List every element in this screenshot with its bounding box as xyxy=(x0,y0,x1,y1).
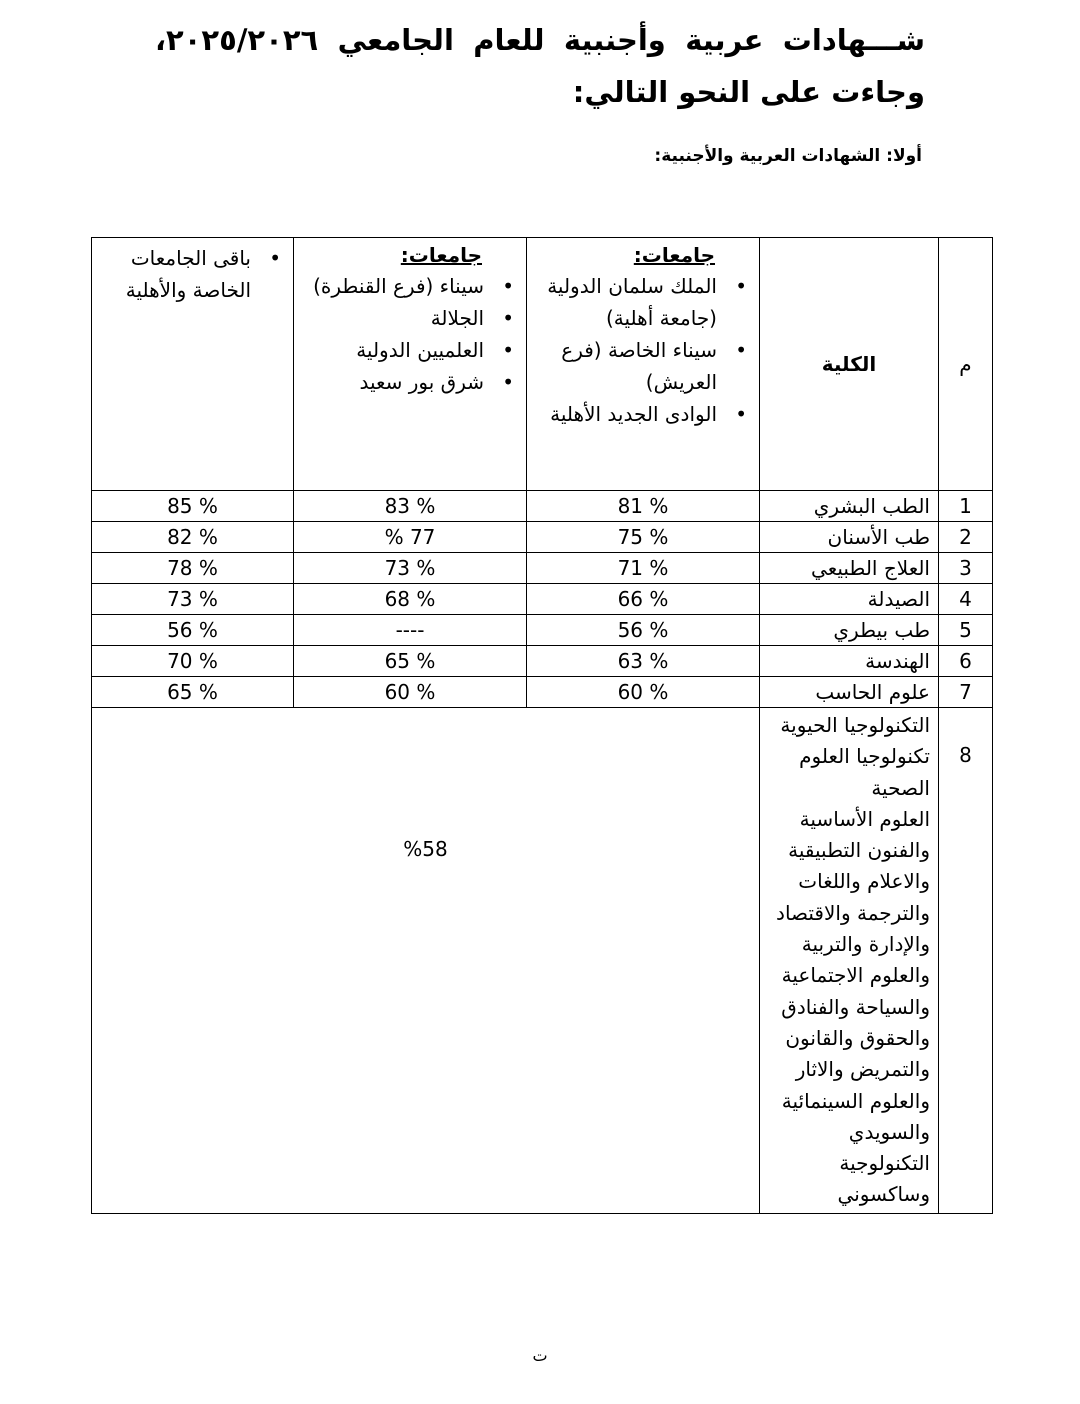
table-row xyxy=(92,522,993,553)
row-faculty: الطب البشري xyxy=(760,491,939,522)
row-value-group-2: % 65 xyxy=(294,646,527,677)
table-row xyxy=(92,584,993,615)
row-value-group-1: % 66 xyxy=(527,584,760,615)
row-value-group-2: % 60 xyxy=(294,677,527,708)
row-value-group-1: % 60 xyxy=(527,677,760,708)
table-row xyxy=(92,677,993,708)
faculty-line: والحقوق والقانون xyxy=(785,1025,930,1050)
faculty-line: والعلوم السينمائية xyxy=(781,1088,930,1113)
group-title: جامعات: xyxy=(400,243,482,267)
header-group-3 xyxy=(92,238,294,491)
list-item: • الملك سلمان الدولية (جامعة أهلية) xyxy=(535,270,717,334)
faculty-line: التكنولوجية xyxy=(839,1151,930,1176)
faculty-line: الصحية xyxy=(871,775,930,800)
row-value-group-3: % 56 xyxy=(92,615,294,646)
row-num: 6 xyxy=(939,646,993,677)
header-faculty: الكلية xyxy=(760,238,939,491)
row-faculty: العلاج الطبيعي xyxy=(760,553,939,584)
group-title: جامعات: xyxy=(633,243,715,267)
header-group-2 xyxy=(294,238,527,491)
table-row xyxy=(92,646,993,677)
faculty-line: والاعلام واللغات xyxy=(798,869,930,894)
faculty-line: والترجمة والاقتصاد xyxy=(776,900,930,925)
row-value-group-1: % 75 xyxy=(527,522,760,553)
faculty-line: والعلوم الاجتماعية xyxy=(781,963,930,988)
page-number: ت xyxy=(532,1346,548,1365)
row-value-group-2: % 73 xyxy=(294,553,527,584)
row-value-group-1: % 63 xyxy=(527,646,760,677)
row-value-group-1: % 71 xyxy=(527,553,760,584)
header-num: م xyxy=(939,238,993,491)
row-faculty: علوم الحاسب xyxy=(760,677,939,708)
row-value-group-2: % 83 xyxy=(294,491,527,522)
intro-paragraph: شـــهادات عربية وأجنبية للعام الجامعي ٢٠٢٥/٢٠٢٦، وجاءت على النحو التالي: xyxy=(155,23,925,109)
row-num: 3 xyxy=(939,553,993,584)
list-item: • الوادى الجديد الأهلية xyxy=(535,398,717,430)
row-value-group-3: % 73 xyxy=(92,584,294,615)
list-item: • سيناء (فرع القنطرة) xyxy=(302,270,484,302)
row-value-group-2: % 68 xyxy=(294,584,527,615)
row-value-group-3: % 78 xyxy=(92,553,294,584)
row-value-group-3: % 85 xyxy=(92,491,294,522)
row-num: 7 xyxy=(939,677,993,708)
row-value-group-3: % 82 xyxy=(92,522,294,553)
row-faculty: الهندسة xyxy=(760,646,939,677)
list-item: • سيناء الخاصة (فرع العريش) xyxy=(535,334,717,398)
faculty-line: والفنون التطبيقية xyxy=(788,838,930,863)
row-num: 5 xyxy=(939,615,993,646)
section-heading: أولا: الشهادات العربية والأجنبية: xyxy=(654,146,922,166)
faculty-line: والسويدي xyxy=(848,1119,930,1144)
table-row xyxy=(92,553,993,584)
row-8-value: %58 xyxy=(92,708,760,1214)
row-num: 1 xyxy=(939,491,993,522)
faculty-line: والسياحة والفنادق xyxy=(781,994,930,1019)
row-value-group-2: 77 % xyxy=(294,522,527,553)
group-3-list xyxy=(100,242,285,306)
faculty-line: العلوم الأساسية xyxy=(799,806,930,831)
row-faculty: الصيدلة xyxy=(760,584,939,615)
header-group-1 xyxy=(527,238,760,491)
row-num: 8 xyxy=(939,708,993,1214)
faculty-line: والإدارة والتربية xyxy=(801,932,930,957)
row-faculty: طب الأسنان xyxy=(760,522,939,553)
list-item: • الجلالة xyxy=(302,302,484,334)
list-item: • العلميين الدولية xyxy=(302,334,484,366)
admission-table xyxy=(91,237,993,1214)
row-num: 2 xyxy=(939,522,993,553)
row-value-group-2: ---- xyxy=(294,615,527,646)
table-row xyxy=(92,615,993,646)
group-1-list xyxy=(535,270,751,430)
faculty-line: والتمريض والاثار xyxy=(795,1057,930,1082)
row-value-group-1: % 81 xyxy=(527,491,760,522)
row-num: 4 xyxy=(939,584,993,615)
table-row xyxy=(92,491,993,522)
list-item: • شرق بور سعيد xyxy=(302,366,484,398)
table-row-8 xyxy=(92,708,993,1214)
faculty-line: التكنولوجيا الحيوية xyxy=(780,713,930,737)
row-8-faculties xyxy=(760,708,939,1214)
row-value-group-1: % 56 xyxy=(527,615,760,646)
row-faculty: طب بيطري xyxy=(760,615,939,646)
row-value-group-3: % 65 xyxy=(92,677,294,708)
group-2-list xyxy=(302,270,518,398)
list-item: • باقى الجامعات الخاصة والأهلية xyxy=(100,242,251,306)
row-value-group-3: % 70 xyxy=(92,646,294,677)
table-header-row xyxy=(92,238,993,491)
faculty-line: تكنولوجيا العلوم xyxy=(799,744,930,769)
faculty-line: وساكسوني xyxy=(837,1182,930,1207)
